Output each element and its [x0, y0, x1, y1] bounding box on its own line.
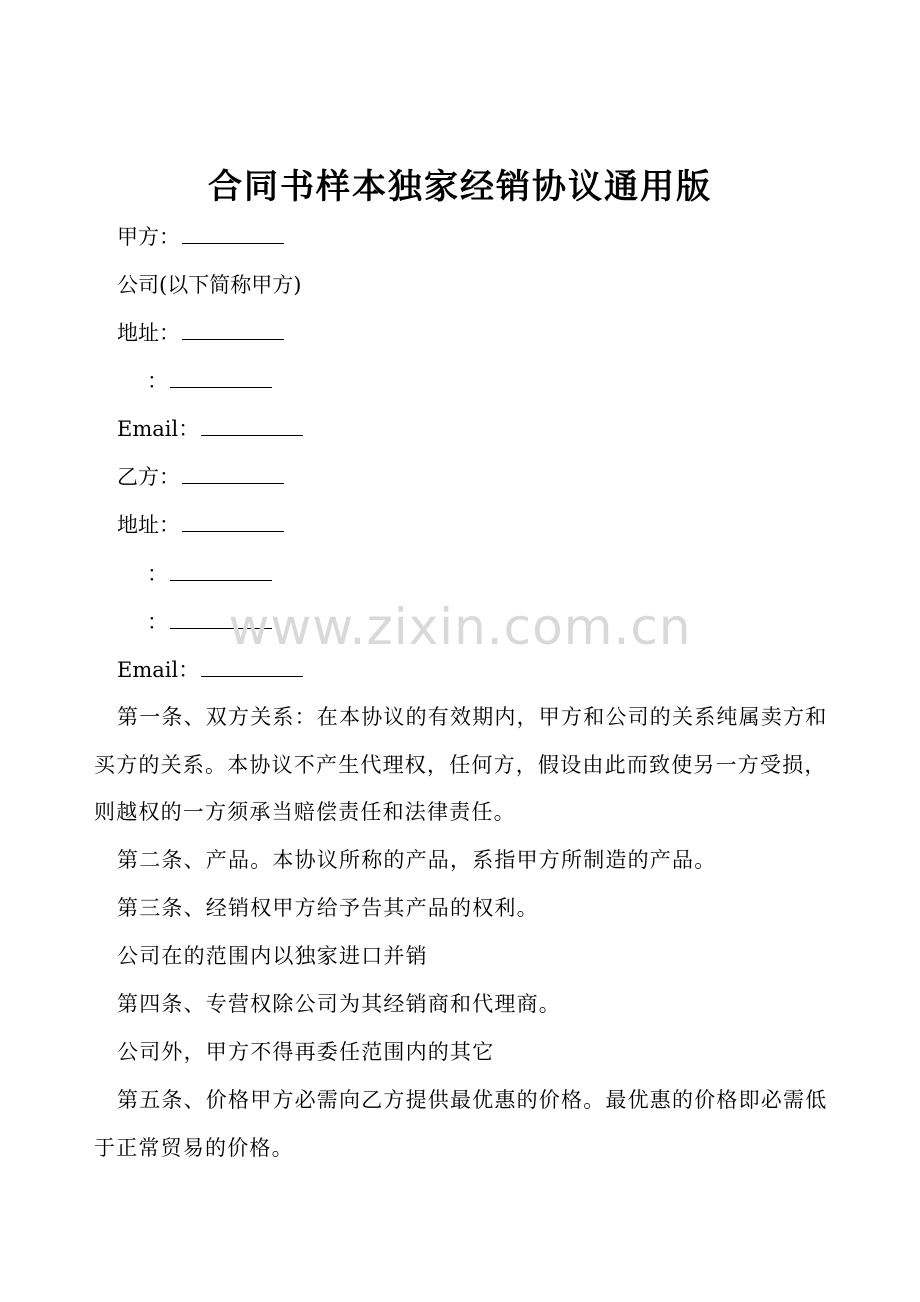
party-b-field3-label: ： — [147, 610, 168, 634]
party-b-email-line — [117, 656, 303, 684]
party-a-email-label: Email： — [117, 417, 200, 441]
party-a-blank — [182, 225, 284, 244]
party-b-label: 乙方： — [117, 465, 180, 489]
party-a-email-line — [117, 415, 303, 443]
party-a-field2-line — [147, 367, 272, 395]
party-a-email-blank — [201, 417, 303, 436]
clause-3: 第三条、经销权甲方给予告其产品的权利。 — [117, 896, 539, 920]
clause-4-continuation: 公司外，甲方不得再委任范围内的其它 — [117, 1040, 495, 1064]
watermark: www.zixin.com.cn — [228, 598, 692, 656]
party-b-email-label: Email： — [117, 658, 200, 682]
party-a-address-line — [117, 319, 284, 347]
party-a-line — [117, 223, 284, 251]
party-b-address-blank — [182, 513, 284, 532]
clause-4: 第四条、专营权除公司为其经销商和代理商。 — [117, 992, 561, 1016]
party-a-company-note: 公司(以下简称甲方) — [117, 273, 302, 297]
party-b-blank — [182, 465, 284, 484]
party-b-field2-line — [147, 560, 272, 588]
party-a-field2-blank — [170, 369, 272, 388]
party-b-field2-label: ： — [147, 562, 168, 586]
clause-1: 第一条、双方关系：在本协议的有效期内，甲方和公司的关系纯属卖方和买方的关系。本协议不产生代理权，任何方，假设由此而致使另一方受损，则越权的一方须承当赔偿责任和法律责任。 — [94, 705, 828, 824]
party-a-address-blank — [182, 321, 284, 340]
party-a-field2-label: ： — [147, 369, 168, 393]
clause-5: 第五条、价格甲方必需向乙方提供最优惠的价格。最优惠的价格即必需低于正常贸易的价格。 — [94, 1088, 828, 1160]
party-b-address-label: 地址： — [117, 513, 180, 537]
party-b-line — [117, 463, 284, 491]
party-b-address-line — [117, 511, 284, 539]
party-b-email-blank — [201, 658, 303, 677]
party-a-label: 甲方： — [117, 225, 180, 249]
clause-2: 第二条、产品。本协议所称的产品，系指甲方所制造的产品。 — [117, 848, 717, 872]
party-a-address-label: 地址： — [117, 321, 180, 345]
clause-3-continuation: 公司在的范围内以独家进口并销 — [117, 944, 428, 968]
party-b-field2-blank — [170, 562, 272, 581]
document-title: 合同书样本独家经销协议通用版 — [208, 167, 712, 207]
